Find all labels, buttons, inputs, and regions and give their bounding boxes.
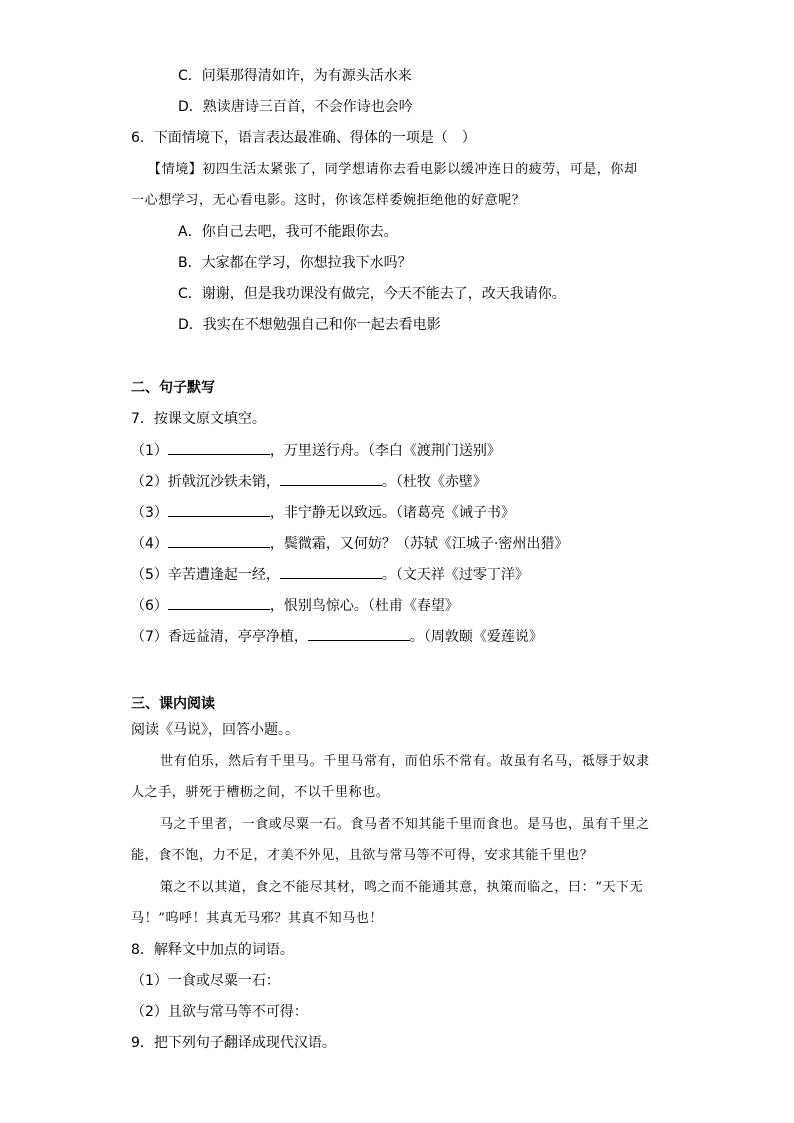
q8-item-1: （1）一食或尽粟一石： (131, 973, 280, 989)
q5-option-d: D．熟读唐诗三百首，不会作诗也会吟 (178, 99, 413, 115)
item-text-before: 辛苦遭逢起一经， (167, 567, 280, 583)
q5-option-c: C．问渠那得清如许，为有源头活水来 (178, 68, 412, 84)
q7-stem: 7．按课文原文填空。 (131, 411, 266, 427)
passage-line: 能，食不饱，力不足，才美不外见，且欲与常马等不可得，安求其能千里也？ (131, 848, 594, 863)
q6-option-b: B．大家都在学习，你想拉我下水吗？ (178, 255, 412, 271)
section2-title: 二、句子默写 (131, 380, 215, 396)
q7-item-7 (131, 626, 543, 647)
fill-blank[interactable] (280, 564, 382, 579)
q6-option-c: C．谢谢，但是我功课没有做完，今天不能去了，改天我请你。 (178, 286, 566, 302)
q6-option-d: D．我实在不想勉强自己和你一起去看电影 (178, 317, 441, 333)
fill-blank[interactable] (168, 440, 270, 455)
item-number: （2） (131, 474, 168, 490)
fill-blank[interactable] (308, 626, 410, 641)
fill-blank[interactable] (168, 533, 270, 548)
section3-title: 三、课内阅读 (131, 696, 215, 712)
item-number: （1） (131, 443, 168, 459)
passage-line: 马！”呜呼！其真无马邪？其真不知马也！ (131, 911, 384, 926)
item-text-after: ，鬓微霜，又何妨？（苏轼《江城子·密州出猎》 (269, 536, 569, 552)
item-number: （3） (131, 505, 168, 521)
item-text-after: 。（周敦颐《爱莲说》 (409, 629, 543, 645)
passage-line: 世有伯乐，然后有千里马。千里马常有，而伯乐不常有。故虽有名马，祗辱于奴隶 (160, 754, 650, 769)
item-number: （5） (131, 567, 168, 583)
fill-blank[interactable] (168, 595, 270, 610)
item-text-after: 。（杜牧《赤壁》 (381, 474, 487, 490)
q7-item-3 (131, 502, 515, 523)
item-number: （6） (131, 598, 168, 614)
q8-item-2: （2）且欲与常马等不可得： (131, 1004, 308, 1020)
fill-blank[interactable] (168, 502, 270, 517)
passage-line: 策之不以其道，食之不能尽其材，鸣之而不能通其意，执策而临之，曰：“天下无 (160, 880, 644, 895)
item-text-after: ，万里送行舟。（李白《渡荆门送别》 (269, 443, 501, 459)
q7-item-1 (131, 440, 501, 461)
q9-stem: 9．把下列句子翻译成现代汉语。 (131, 1035, 336, 1051)
q7-item-5 (131, 564, 529, 585)
q8-stem: 8．解释文中加点的词语。 (131, 942, 294, 958)
q7-item-4 (131, 533, 568, 554)
item-text-after: ，恨别鸟惊心。（杜甫《春望》 (269, 598, 459, 614)
item-number: （4） (131, 536, 168, 552)
q6-stem: 6．下面情境下，语言表达最准确、得体的一项是（ ） (131, 130, 476, 146)
item-text-before: 香远益清，亭亭净植， (167, 629, 308, 645)
item-number: （7） (131, 629, 168, 645)
item-text-after: 。（文天祥《过零丁洋》 (381, 567, 529, 583)
q7-item-2 (131, 471, 487, 492)
item-text-before: 折戟沉沙铁未销， (167, 474, 280, 490)
q6-option-a: A．你自己去吧，我可不能跟你去。 (178, 224, 398, 240)
reading-intro: 阅读《马说》，回答小题。。 (131, 722, 299, 738)
q6-context-line2: 一心想学习，无心看电影。这时，你该怎样委婉拒绝他的好意呢？ (131, 193, 526, 208)
item-text-after: ，非宁静无以致远。（诸葛亮《诫子书》 (269, 505, 515, 521)
passage-line: 马之千里者，一食或尽粟一石。食马者不知其能千里而食也。是马也，虽有千里之 (160, 817, 650, 832)
q7-item-6 (131, 595, 459, 616)
fill-blank[interactable] (280, 471, 382, 486)
passage-line: 人之手，骈死于槽枥之间，不以千里称也。 (131, 785, 390, 800)
q6-context-line1: 【情境】初四生活太紧张了，同学想请你去看电影以缓冲连日的疲劳，可是，你却 (148, 162, 638, 177)
